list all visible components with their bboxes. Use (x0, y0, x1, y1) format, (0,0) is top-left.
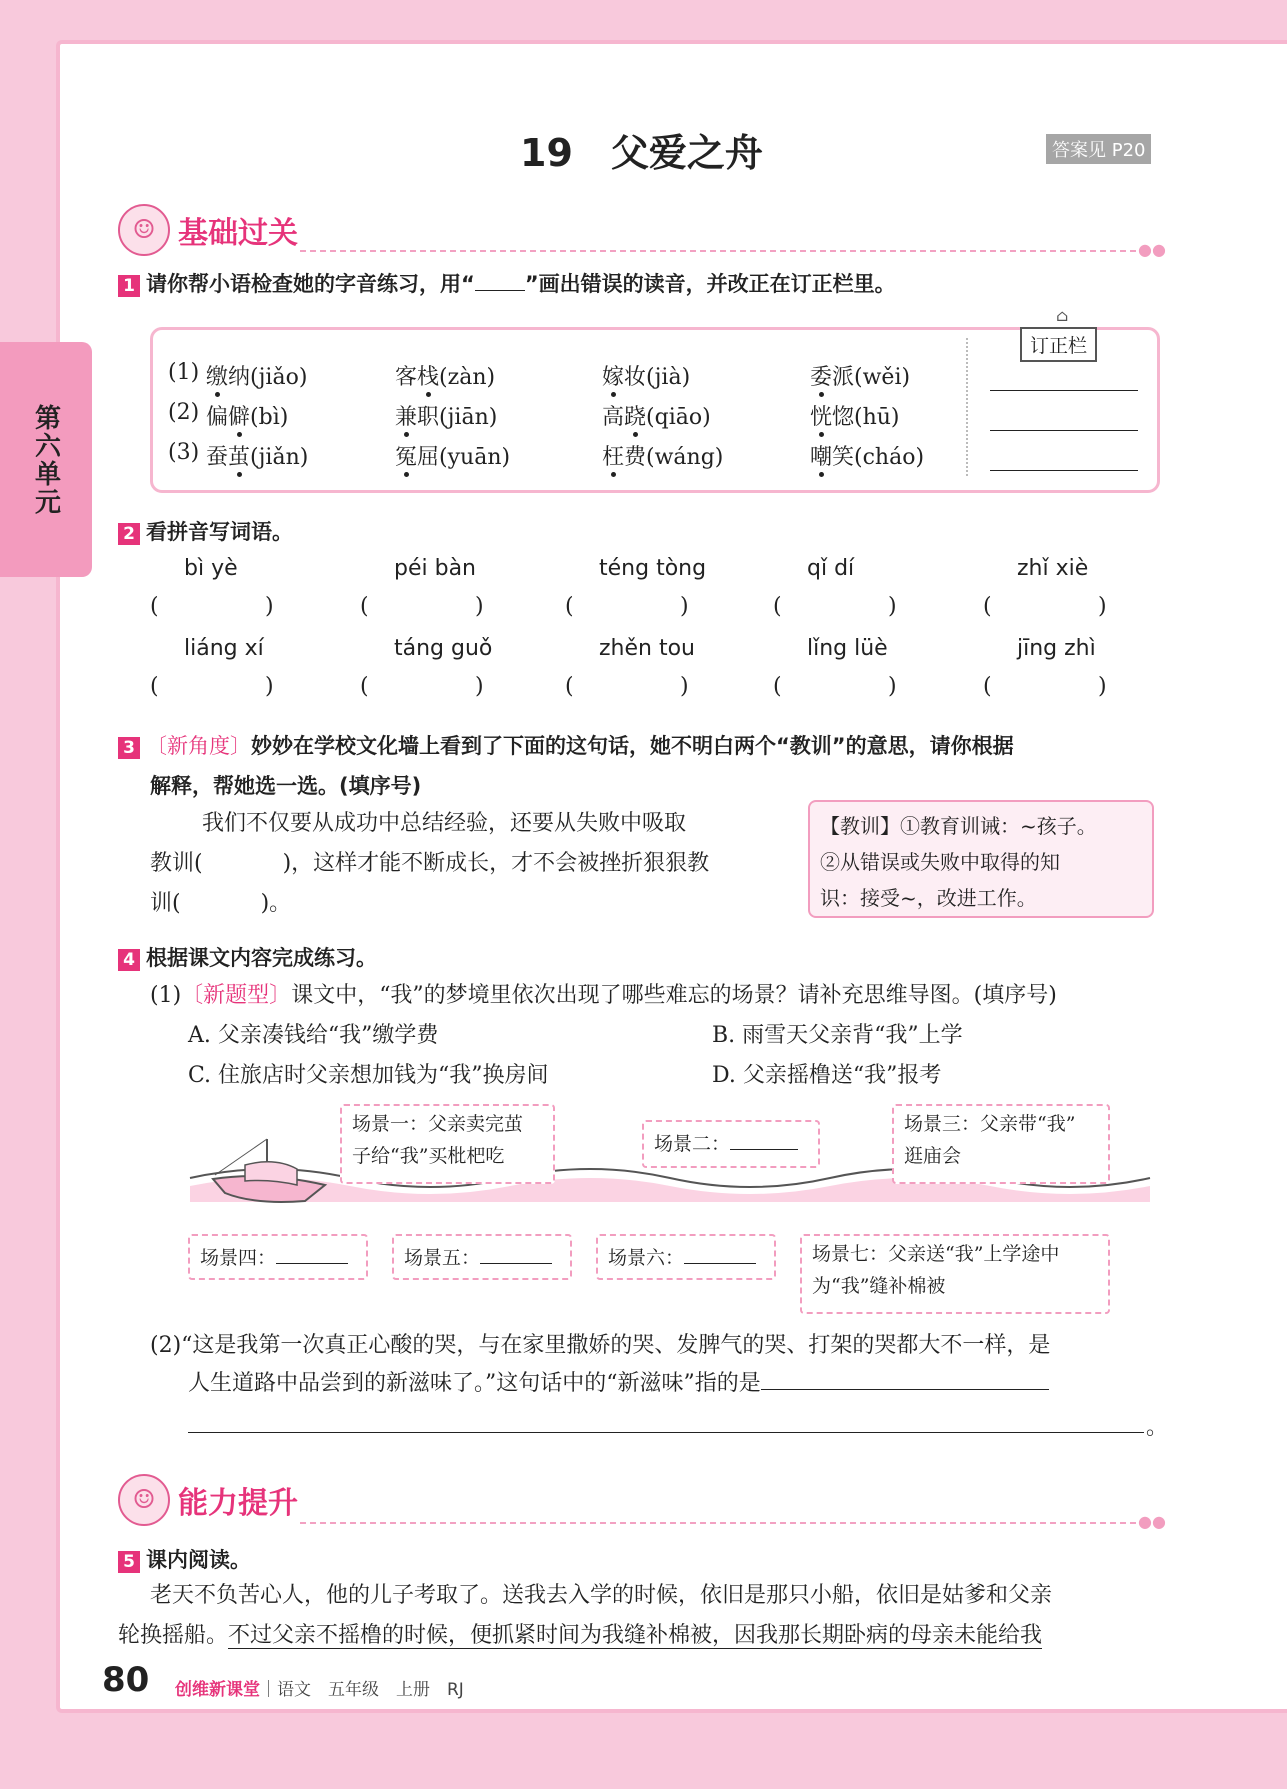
scene-6-blank[interactable] (684, 1263, 756, 1264)
item-suffix: 惚(hū) (832, 405, 900, 430)
answer-blank[interactable] (164, 674, 260, 704)
pinyin-item[interactable] (602, 400, 711, 431)
correction-line-2[interactable] (990, 430, 1138, 431)
item-prefix: 蚕 (206, 445, 229, 470)
correction-line-3[interactable] (990, 470, 1138, 471)
question-4-sub2-line-2 (188, 1364, 1049, 1404)
dotted-character: 嘲 (810, 445, 833, 470)
definition-line-3: 识：接受~，改进工作。 (820, 886, 1037, 910)
underline-sample (475, 290, 525, 291)
scene-4-box (188, 1234, 368, 1280)
answer-paren-close: ) (1098, 594, 1107, 619)
scene-1-line-a: 场景一：父亲卖完茧 (352, 1113, 524, 1135)
row-label: (3) (168, 440, 200, 465)
pinyin-item[interactable] (206, 440, 308, 471)
answer-blank[interactable] (787, 674, 883, 704)
unit-tab (0, 342, 92, 577)
clip-icon: ⌂ (1056, 306, 1069, 325)
definition-box (808, 800, 1154, 918)
definition-line-1: 【教训】①教育训诫：~孩子。 (820, 814, 1097, 838)
sentence-3b: )。 (260, 891, 292, 916)
pinyin-item[interactable] (602, 360, 690, 391)
scene-3-line-b: 逛庙会 (904, 1145, 962, 1167)
option-a: A. 父亲凑钱给“我”缴学费 (188, 1023, 439, 1048)
answer-paren-close: ) (680, 594, 689, 619)
scene-1-line-b: 子给“我”买枇杷吃 (352, 1145, 505, 1167)
footer-book-info: ｜语文 五年级 上册 RJ (260, 1680, 464, 1700)
question-1-prompt-b: ”画出错误的读音，并改正在订正栏里。 (524, 272, 896, 296)
sentence-2b: )，这样才能不断成长，才不会被挫折狠狠教 (282, 851, 710, 876)
footer-info (175, 1675, 464, 1700)
row-label: (2) (168, 400, 200, 425)
item-suffix: (qiāo) (646, 405, 711, 430)
answer-paren-open: ( (565, 674, 574, 699)
correction-column-label: 订正栏 (1020, 327, 1097, 362)
pinyin-word: jīng zhì (1017, 636, 1096, 661)
pinyin-word: liáng xí (184, 636, 264, 661)
pinyin-word: bì yè (184, 556, 238, 581)
answer-paren-close: ) (888, 674, 897, 699)
answer-blank[interactable] (579, 674, 675, 704)
boy-avatar-icon: ☺ (118, 1474, 170, 1526)
pinyin-item[interactable] (395, 360, 495, 391)
dotted-character: 冤 (395, 445, 418, 470)
scene-7-line-b: 为“我”缝补棉被 (812, 1275, 946, 1297)
question-4-sub1 (150, 976, 1057, 1016)
unit-tab-label: 第六单元 (30, 403, 61, 516)
option-b: B. 雨雪天父亲背“我”上学 (712, 1023, 963, 1048)
scene-3-box (892, 1104, 1110, 1184)
question-number: 5 (118, 1551, 140, 1573)
item-prefix: 高 (602, 405, 625, 430)
sentence-2a: 教训( (150, 851, 203, 876)
answer-blank[interactable] (997, 594, 1093, 624)
item-prefix: 客 (395, 365, 418, 390)
item-suffix: 职(jiān) (417, 405, 498, 430)
pinyin-item[interactable] (810, 400, 900, 431)
question-3-prompt-2: 解释，帮她选一选。(填序号) (150, 774, 422, 798)
answer-paren-close: ) (265, 674, 274, 699)
answer-line-new-flavor[interactable] (761, 1389, 1049, 1390)
question-5-prompt: 课内阅读。 (146, 1548, 251, 1572)
item-suffix: 妆(jià) (624, 365, 691, 390)
question-2 (118, 516, 293, 546)
answer-paren-close: ) (680, 674, 689, 699)
dots-decoration-icon: ●● (1138, 1512, 1166, 1531)
item-suffix: 屈(yuān) (417, 445, 511, 470)
reading-line-2b-underlined: 不过父亲不摇橹的时候，便抓紧时间为我缝补棉被，因我那长期卧病的母亲未能给我 (228, 1623, 1043, 1648)
answer-paren-close: ) (265, 594, 274, 619)
pinyin-word: péi bàn (394, 556, 476, 581)
answer-blank[interactable] (787, 594, 883, 624)
answer-paren-open: ( (150, 674, 159, 699)
item-suffix: 派(wěi) (832, 365, 911, 390)
dots-decoration-icon: ●● (1138, 240, 1166, 259)
question-3 (118, 730, 1014, 760)
dotted-character: 僻 (228, 405, 251, 430)
sentence-line-3 (150, 884, 291, 924)
scene-7-box (800, 1234, 1110, 1314)
question-2-prompt: 看拼音写词语。 (146, 520, 293, 544)
dotted-character: 跷 (624, 405, 647, 430)
answer-paren-close: ) (888, 594, 897, 619)
reading-line-1: 老天不负苦心人，他的儿子考取了。送我去入学的时候，依旧是那只小船，依旧是姑爹和父亲 (150, 1583, 1053, 1608)
answer-paren-open: ( (773, 594, 782, 619)
question-1 (118, 268, 896, 298)
section-header-ability (118, 1474, 298, 1526)
pinyin-item[interactable] (602, 440, 723, 471)
scene-6-label: 场景六： (608, 1247, 685, 1269)
sub1-label: (1) (150, 983, 182, 1008)
page-number: 80 (102, 1660, 150, 1700)
item-suffix: 纳(jiǎo) (228, 365, 308, 390)
section-divider (300, 1522, 1136, 1524)
question-number: 2 (118, 523, 140, 545)
dotted-character: 恍 (810, 405, 833, 430)
scene-5-blank[interactable] (480, 1263, 552, 1264)
scene-7-line-a: 场景七：父亲送“我”上学途中 (812, 1243, 1060, 1265)
boat-icon (205, 1135, 335, 1215)
section-header-basic (118, 204, 298, 256)
item-suffix: (jiǎn) (250, 445, 309, 470)
answer-paren-close: ) (1098, 674, 1107, 699)
section-divider (300, 250, 1136, 252)
new-angle-tag: 〔新角度〕 (146, 734, 251, 758)
scene-3-line-a: 场景三：父亲带“我” (904, 1113, 1076, 1135)
page-title: 19 父爱之舟 (520, 131, 763, 175)
reading-line-2 (118, 1616, 1042, 1656)
answer-paren-open: ( (150, 594, 159, 619)
scene-2-label: 场景二： (654, 1133, 731, 1155)
dotted-character: 茧 (228, 445, 251, 470)
pinyin-item[interactable] (395, 400, 497, 431)
pinyin-word: téng tòng (599, 556, 707, 581)
scene-4-label: 场景四： (200, 1247, 277, 1269)
question-3-prompt-1: 妙妙在学校文化墙上看到了下面的这句话，她不明白两个“教训”的意思，请你根据 (251, 734, 1014, 758)
question-4-sub2-line-1: (2)“这是我第一次真正心酸的哭，与在家里撒娇的哭、发脾气的哭、打架的哭都大不一样，是 (150, 1333, 1051, 1358)
reading-line-2a: 轮换摇船。 (118, 1623, 229, 1648)
scene-2-box (642, 1120, 820, 1168)
answer-paren-close: ) (475, 674, 484, 699)
answer-blank[interactable] (164, 594, 260, 624)
answer-blank[interactable] (997, 674, 1093, 704)
new-type-tag: 〔新题型〕 (181, 983, 292, 1008)
option-d: D. 父亲摇橹送“我”报考 (712, 1063, 942, 1088)
dotted-character: 缴 (206, 365, 229, 390)
dotted-character: 委 (810, 365, 833, 390)
pinyin-item[interactable] (206, 360, 307, 391)
correction-line-1[interactable] (990, 390, 1138, 391)
answer-blank[interactable] (374, 594, 470, 624)
option-c: C. 住旅店时父亲想加钱为“我”换房间 (188, 1063, 549, 1088)
pinyin-word: lǐng lüè (807, 636, 888, 661)
question-number: 3 (118, 737, 140, 759)
scene-1-box (340, 1104, 555, 1184)
item-suffix: (bì) (250, 405, 289, 430)
sub1-text: 课文中，“我”的梦境里依次出现了哪些难忘的场景？请补充思维导图。(填序号) (291, 983, 1057, 1008)
dotted-character: 嫁 (602, 365, 625, 390)
sentence-3a: 训( (150, 891, 181, 916)
answer-paren-open: ( (360, 594, 369, 619)
question-number: 1 (118, 275, 140, 297)
answer-reference-badge: 答案见 P20 (1046, 134, 1151, 164)
dotted-character: 枉 (602, 445, 625, 470)
answer-paren-open: ( (983, 594, 992, 619)
scene-5-box (392, 1234, 572, 1280)
sub2-text: 人生道路中品尝到的新滋味了。”这句话中的“新滋味”指的是 (188, 1371, 761, 1396)
question-1-prompt-a: 请你帮小语检查她的字音练习，用“ (146, 272, 475, 296)
item-suffix: 费(wáng) (624, 445, 724, 470)
question-4-prompt: 根据课文内容完成练习。 (146, 946, 377, 970)
scene-4-blank[interactable] (276, 1263, 348, 1264)
pinyin-word: táng guǒ (394, 636, 493, 661)
sub2-end-mark: 。 (1146, 1415, 1169, 1440)
pinyin-item[interactable] (810, 360, 910, 391)
answer-line-continued[interactable] (188, 1432, 1144, 1433)
item-suffix: 笑(cháo) (832, 445, 925, 470)
section-title-ability: 能力提升 (178, 1486, 298, 1521)
scene-2-blank[interactable] (730, 1149, 798, 1150)
scene-5-label: 场景五： (404, 1247, 481, 1269)
row-label: (1) (168, 360, 200, 385)
question-4 (118, 942, 377, 972)
pinyin-item[interactable] (206, 400, 288, 431)
answer-paren-open: ( (983, 674, 992, 699)
pinyin-word: qǐ dí (807, 556, 855, 581)
dotted-character: 兼 (395, 405, 418, 430)
sentence-line-1: 我们不仅要从成功中总结经验，还要从失败中吸取 (202, 811, 687, 836)
answer-paren-open: ( (565, 594, 574, 619)
section-title-basic: 基础过关 (178, 216, 298, 251)
pinyin-word: zhěn tou (599, 636, 695, 661)
item-prefix: 偏 (206, 405, 229, 430)
pinyin-item[interactable] (395, 440, 510, 471)
girl-avatar-icon: ☺ (118, 204, 170, 256)
footer-brand: 创维新课堂 (175, 1680, 260, 1700)
item-suffix: (zàn) (439, 365, 496, 390)
question-5 (118, 1544, 251, 1574)
sentence-line-2 (150, 844, 709, 884)
dotted-character: 栈 (417, 365, 440, 390)
definition-line-2: ②从错误或失败中取得的知 (820, 850, 1060, 874)
answer-paren-close: ) (475, 594, 484, 619)
pinyin-word: zhǐ xiè (1017, 556, 1089, 581)
scene-6-box (596, 1234, 776, 1280)
answer-paren-open: ( (773, 674, 782, 699)
answer-blank[interactable] (579, 594, 675, 624)
vertical-separator (966, 338, 968, 476)
question-number: 4 (118, 949, 140, 971)
answer-blank[interactable] (374, 674, 470, 704)
pinyin-item[interactable] (810, 440, 924, 471)
answer-paren-open: ( (360, 674, 369, 699)
